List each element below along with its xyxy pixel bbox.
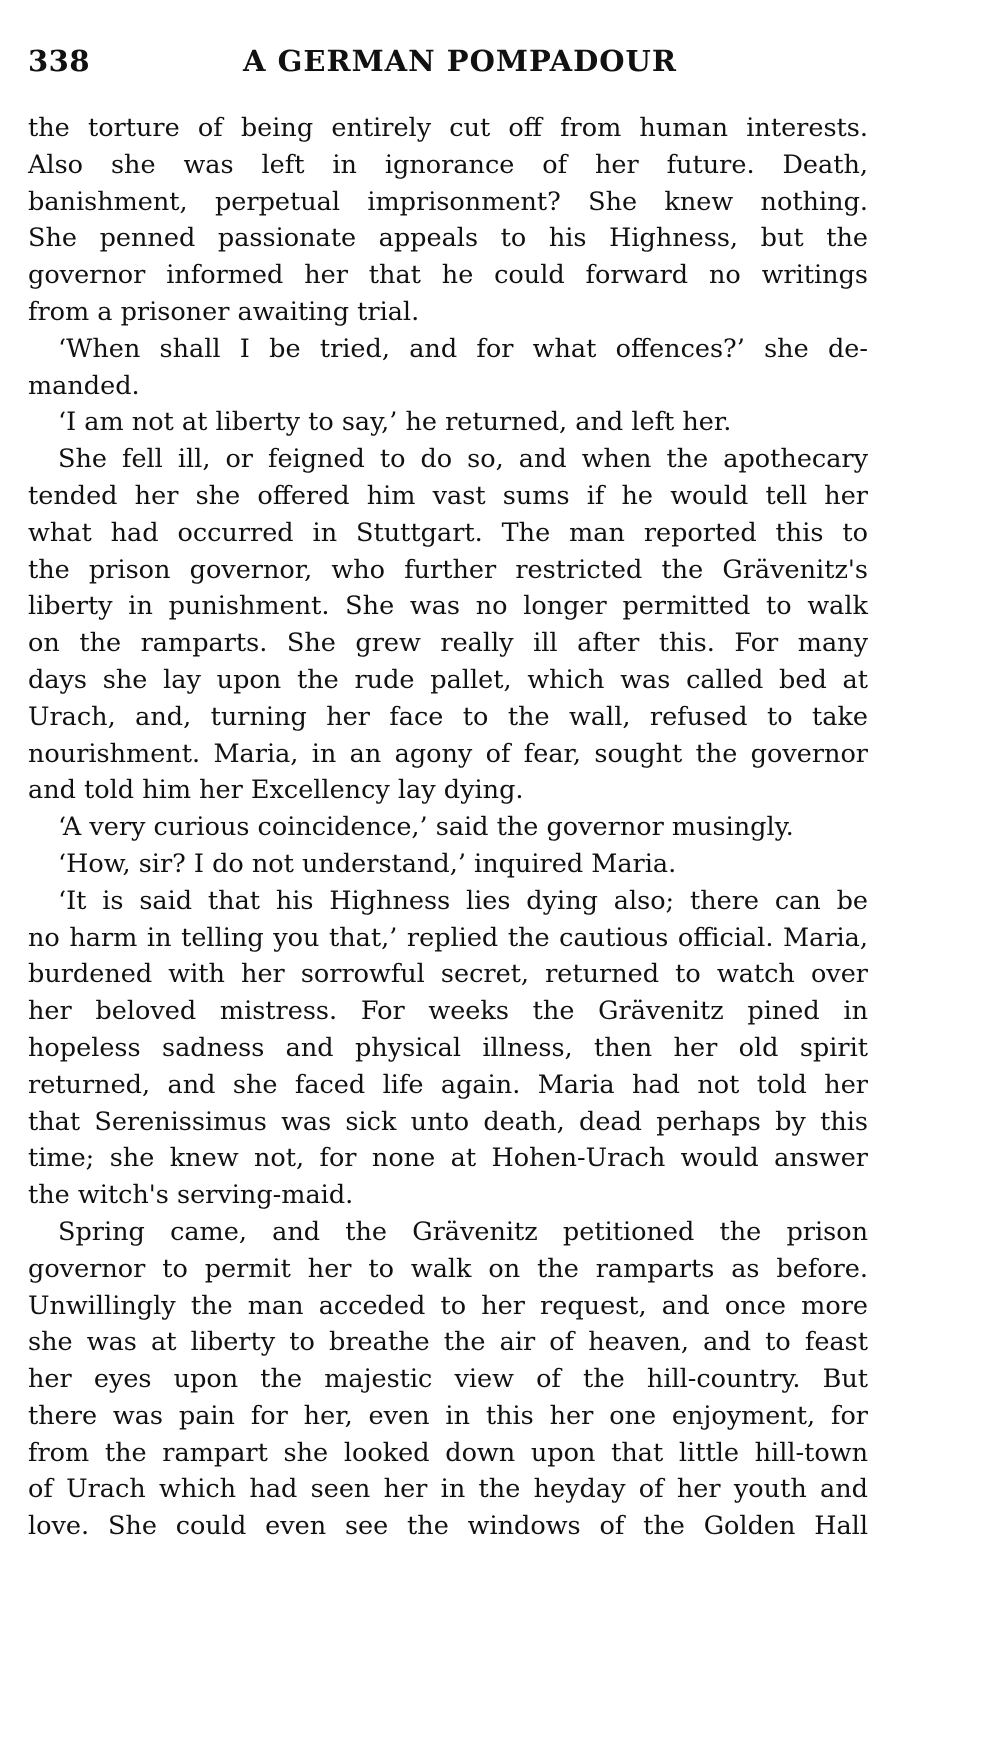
text-line: returned, and she faced life again. Maria had not told her [28, 1069, 868, 1100]
text-line: banishment, perpetual imprisonment? She knew nothing. [28, 186, 868, 217]
text-line: the prison governor, who further restricted the Grävenitz's [28, 554, 868, 585]
text-line: of Urach which had seen her in the heyday of her youth and [28, 1474, 868, 1505]
body-text [28, 110, 868, 1545]
text-line: the torture of being entirely cut off from human interests. [28, 113, 868, 143]
text-line: her beloved mistress. For weeks the Grävenitz pined in [28, 996, 868, 1027]
text-line: love. She could even see the windows of the Golden Hall [28, 1511, 868, 1542]
text-line: that Serenissimus was sick unto death, dead perhaps by this [28, 1106, 868, 1137]
text-line: tended her she offered him vast sums if he would tell her [28, 480, 868, 511]
text-line: Also she was left in ignorance of her future. Death, [28, 149, 868, 180]
text-line: manded. [28, 370, 140, 401]
text-line: and told him her Excellency lay dying. [28, 775, 524, 806]
page-number: 338 [28, 44, 91, 78]
text-line: she was at liberty to breathe the air of heaven, and to feast [28, 1327, 868, 1358]
text-line: Spring came, and the Grävenitz petitioned the prison [58, 1216, 868, 1247]
running-title: A GERMAN POMPADOUR [243, 44, 677, 78]
text-line: days she lay upon the rude pallet, which was called bed at [28, 664, 868, 695]
text-line: what had occurred in Stuttgart. The man reported this to [28, 517, 868, 548]
text-line: time; she knew not, for none at Hohen-Urach would answer [28, 1143, 868, 1174]
text-line: on the ramparts. She grew really ill after this. For many [28, 628, 868, 659]
text-line: no harm in telling you that,’ replied the cautious official. Maria, [28, 922, 868, 953]
text-line: Urach, and, turning her face to the wall, refused to take [28, 701, 868, 732]
text-line: from the rampart she looked down upon that little hill-town [28, 1437, 868, 1468]
text-line: hopeless sadness and physical illness, then her old spirit [28, 1032, 868, 1063]
text-line: the witch's serving-maid. [28, 1180, 354, 1211]
text-line: ‘It is said that his Highness lies dying also; there can be [58, 885, 868, 916]
text-line: there was pain for her, even in this her one enjoyment, for [28, 1400, 868, 1431]
text-line: governor informed her that he could forward no writings [28, 260, 868, 291]
text-line: governor to permit her to walk on the ramparts as before. [28, 1253, 868, 1284]
text-line: She penned passionate appeals to his Highness, but the [28, 223, 868, 254]
text-line: ‘How, sir? I do not understand,’ inquired Maria. [58, 848, 677, 879]
text-line: ‘A very curious coincidence,’ said the governor musingly. [58, 812, 794, 843]
text-line: Unwillingly the man acceded to her request, and once more [28, 1290, 868, 1321]
text-line: She fell ill, or feigned to do so, and when the apothecary [58, 444, 868, 475]
text-line: her eyes upon the majestic view of the hill-country. But [28, 1364, 868, 1395]
text-line: burdened with her sorrowful secret, returned to watch over [28, 959, 868, 990]
text-line: nourishment. Maria, in an agony of fear, sought the governor [28, 738, 868, 769]
text-line: ‘I am not at liberty to say,’ he returned, and left her. [58, 407, 732, 438]
running-header [28, 44, 866, 94]
text-line: ‘When shall I be tried, and for what offences?’ she de- [58, 333, 868, 364]
text-line: liberty in punishment. She was no longer permitted to walk [28, 591, 868, 622]
text-line: from a prisoner awaiting trial. [28, 296, 420, 327]
